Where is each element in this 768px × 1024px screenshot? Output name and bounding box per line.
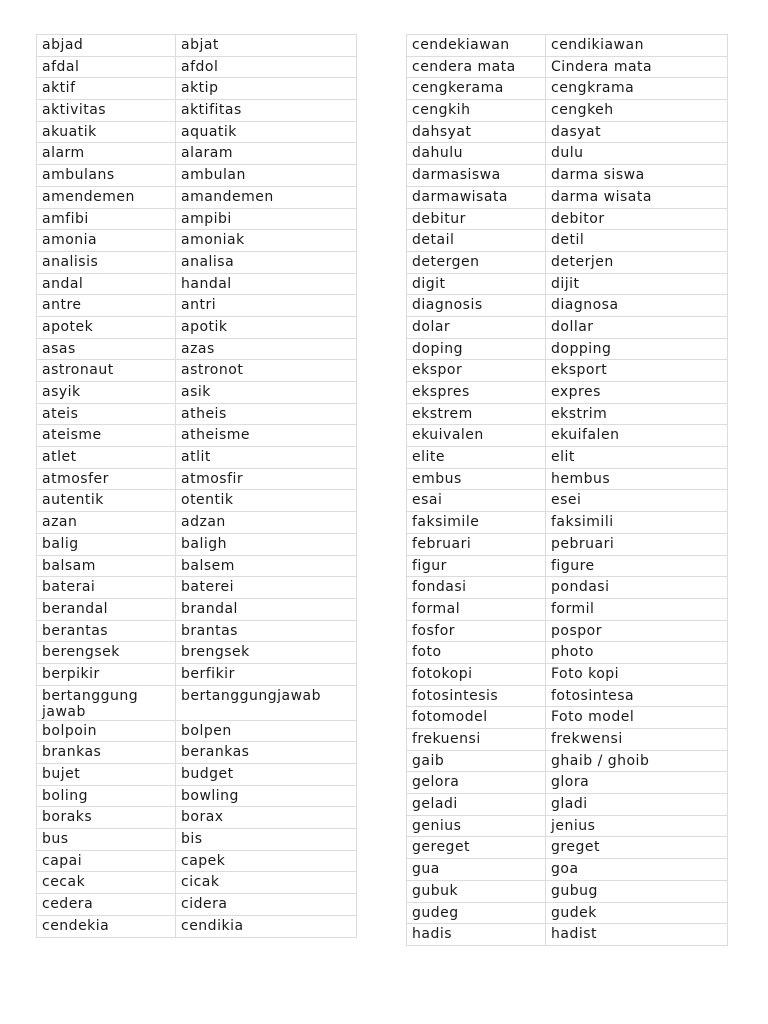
table-row xyxy=(37,208,357,230)
standard-word-cell: ambulans xyxy=(37,165,176,187)
table-row xyxy=(407,230,728,252)
standard-word-cell: cecak xyxy=(37,872,176,894)
table-row xyxy=(37,663,357,685)
nonstandard-word-cell: azas xyxy=(176,338,357,360)
nonstandard-word-cell: gudek xyxy=(546,902,728,924)
nonstandard-word-cell: brandal xyxy=(176,598,357,620)
standard-word-cell: antre xyxy=(37,295,176,317)
nonstandard-word-cell: glora xyxy=(546,772,728,794)
table-row xyxy=(37,316,357,338)
standard-word-cell: balsam xyxy=(37,555,176,577)
table-row xyxy=(37,720,357,742)
table-row xyxy=(37,338,357,360)
nonstandard-word-cell: asik xyxy=(176,382,357,404)
standard-word-cell: asyik xyxy=(37,382,176,404)
table-row xyxy=(407,208,728,230)
standard-word-cell: detail xyxy=(407,230,546,252)
nonstandard-word-cell: atmosfir xyxy=(176,468,357,490)
standard-word-cell: gelora xyxy=(407,772,546,794)
table-row xyxy=(407,468,728,490)
nonstandard-word-cell: brantas xyxy=(176,620,357,642)
standard-word-cell: boling xyxy=(37,785,176,807)
nonstandard-word-cell: eksport xyxy=(546,360,728,382)
nonstandard-word-cell: cicak xyxy=(176,872,357,894)
nonstandard-word-cell: atlit xyxy=(176,447,357,469)
standard-word-cell: formal xyxy=(407,598,546,620)
nonstandard-word-cell: ampibi xyxy=(176,208,357,230)
nonstandard-word-cell: detil xyxy=(546,230,728,252)
standard-word-cell: berantas xyxy=(37,620,176,642)
standard-word-cell: detergen xyxy=(407,251,546,273)
table-row xyxy=(37,785,357,807)
table-row xyxy=(407,143,728,165)
standard-word-cell: cengkerama xyxy=(407,78,546,100)
table-row xyxy=(37,598,357,620)
standard-word-cell: cengkih xyxy=(407,100,546,122)
nonstandard-word-cell: atheis xyxy=(176,403,357,425)
table-row xyxy=(407,902,728,924)
standard-word-cell: gereget xyxy=(407,837,546,859)
table-row xyxy=(37,403,357,425)
standard-word-cell: cendekia xyxy=(37,915,176,937)
standard-word-cell: ekspor xyxy=(407,360,546,382)
table-row xyxy=(407,729,728,751)
standard-word-cell: ekuivalen xyxy=(407,425,546,447)
left-word-table xyxy=(36,34,357,938)
nonstandard-word-cell: bis xyxy=(176,829,357,851)
nonstandard-word-cell: pospor xyxy=(546,620,728,642)
table-row xyxy=(407,598,728,620)
table-row xyxy=(37,872,357,894)
standard-word-cell: aktif xyxy=(37,78,176,100)
nonstandard-word-cell: otentik xyxy=(176,490,357,512)
table-row xyxy=(37,78,357,100)
standard-word-cell: darmawisata xyxy=(407,186,546,208)
standard-word-cell: akuatik xyxy=(37,121,176,143)
standard-word-cell: balig xyxy=(37,533,176,555)
table-row xyxy=(37,850,357,872)
table-row xyxy=(37,230,357,252)
nonstandard-word-cell: apotik xyxy=(176,316,357,338)
table-row xyxy=(407,316,728,338)
nonstandard-word-cell: bertanggungjawab xyxy=(176,685,357,720)
nonstandard-word-cell: ambulan xyxy=(176,165,357,187)
standard-word-cell: asas xyxy=(37,338,176,360)
nonstandard-word-cell: aktifitas xyxy=(176,100,357,122)
standard-word-cell: cedera xyxy=(37,894,176,916)
table-row xyxy=(407,533,728,555)
table-row xyxy=(407,707,728,729)
standard-word-cell: alarm xyxy=(37,143,176,165)
standard-word-cell: analisis xyxy=(37,251,176,273)
standard-word-cell: azan xyxy=(37,512,176,534)
table-row xyxy=(407,360,728,382)
nonstandard-word-cell: greget xyxy=(546,837,728,859)
nonstandard-word-cell: analisa xyxy=(176,251,357,273)
table-row xyxy=(37,165,357,187)
nonstandard-word-cell: budget xyxy=(176,764,357,786)
nonstandard-word-cell: elit xyxy=(546,447,728,469)
nonstandard-word-cell: hadist xyxy=(546,924,728,946)
table-row xyxy=(407,620,728,642)
table-row xyxy=(407,555,728,577)
standard-word-cell: genius xyxy=(407,815,546,837)
standard-word-cell: bolpoin xyxy=(37,720,176,742)
table-row xyxy=(407,425,728,447)
table-row xyxy=(407,78,728,100)
standard-word-cell: abjad xyxy=(37,35,176,57)
nonstandard-word-cell: ekuifalen xyxy=(546,425,728,447)
standard-word-cell: amendemen xyxy=(37,186,176,208)
nonstandard-word-cell: gladi xyxy=(546,794,728,816)
nonstandard-word-cell: berfikir xyxy=(176,663,357,685)
standard-word-cell: apotek xyxy=(37,316,176,338)
table-row xyxy=(407,100,728,122)
table-row xyxy=(407,382,728,404)
standard-word-cell: diagnosis xyxy=(407,295,546,317)
table-row xyxy=(407,880,728,902)
table-row xyxy=(407,447,728,469)
table-row xyxy=(407,512,728,534)
nonstandard-word-cell: esei xyxy=(546,490,728,512)
table-row xyxy=(407,837,728,859)
table-row xyxy=(37,555,357,577)
standard-word-cell: ekspres xyxy=(407,382,546,404)
nonstandard-word-cell: capek xyxy=(176,850,357,872)
table-row xyxy=(37,642,357,664)
standard-word-cell: boraks xyxy=(37,807,176,829)
standard-word-cell: gudeg xyxy=(407,902,546,924)
nonstandard-word-cell: jenius xyxy=(546,815,728,837)
standard-word-cell: bertanggung jawab xyxy=(37,685,176,720)
table-row xyxy=(407,794,728,816)
nonstandard-word-cell: fotosintesa xyxy=(546,685,728,707)
left-word-table-body xyxy=(37,35,357,938)
standard-word-cell: bus xyxy=(37,829,176,851)
table-row xyxy=(407,815,728,837)
nonstandard-word-cell: cendikiawan xyxy=(546,35,728,57)
nonstandard-word-cell: afdol xyxy=(176,56,357,78)
right-word-table xyxy=(406,34,728,946)
nonstandard-word-cell: deterjen xyxy=(546,251,728,273)
nonstandard-word-cell: dasyat xyxy=(546,121,728,143)
standard-word-cell: debitur xyxy=(407,208,546,230)
table-row xyxy=(37,447,357,469)
nonstandard-word-cell: amandemen xyxy=(176,186,357,208)
nonstandard-word-cell: diagnosa xyxy=(546,295,728,317)
standard-word-cell: embus xyxy=(407,468,546,490)
table-row xyxy=(407,121,728,143)
standard-word-cell: figur xyxy=(407,555,546,577)
table-row xyxy=(407,403,728,425)
table-row xyxy=(37,425,357,447)
standard-word-cell: cendera mata xyxy=(407,56,546,78)
nonstandard-word-cell: cengkrama xyxy=(546,78,728,100)
standard-word-cell: berengsek xyxy=(37,642,176,664)
nonstandard-word-cell: darma wisata xyxy=(546,186,728,208)
standard-word-cell: amfibi xyxy=(37,208,176,230)
table-row xyxy=(407,56,728,78)
nonstandard-word-cell: cengkeh xyxy=(546,100,728,122)
nonstandard-word-cell: antri xyxy=(176,295,357,317)
standard-word-cell: faksimile xyxy=(407,512,546,534)
nonstandard-word-cell: Foto kopi xyxy=(546,663,728,685)
standard-word-cell: ateisme xyxy=(37,425,176,447)
standard-word-cell: fotomodel xyxy=(407,707,546,729)
standard-word-cell: bujet xyxy=(37,764,176,786)
table-row xyxy=(407,251,728,273)
standard-word-cell: dolar xyxy=(407,316,546,338)
table-row xyxy=(407,772,728,794)
nonstandard-word-cell: berankas xyxy=(176,742,357,764)
standard-word-cell: dahsyat xyxy=(407,121,546,143)
standard-word-cell: gua xyxy=(407,859,546,881)
nonstandard-word-cell: baterei xyxy=(176,577,357,599)
standard-word-cell: ateis xyxy=(37,403,176,425)
standard-word-cell: foto xyxy=(407,642,546,664)
table-row xyxy=(407,186,728,208)
nonstandard-word-cell: cendikia xyxy=(176,915,357,937)
table-row xyxy=(37,100,357,122)
table-row xyxy=(407,750,728,772)
nonstandard-word-cell: debitor xyxy=(546,208,728,230)
table-row xyxy=(37,35,357,57)
nonstandard-word-cell: bolpen xyxy=(176,720,357,742)
standard-word-cell: baterai xyxy=(37,577,176,599)
nonstandard-word-cell: astronot xyxy=(176,360,357,382)
nonstandard-word-cell: faksimili xyxy=(546,512,728,534)
standard-word-cell: afdal xyxy=(37,56,176,78)
standard-word-cell: esai xyxy=(407,490,546,512)
nonstandard-word-cell: aktip xyxy=(176,78,357,100)
table-row xyxy=(37,742,357,764)
standard-word-cell: brankas xyxy=(37,742,176,764)
nonstandard-word-cell: goa xyxy=(546,859,728,881)
nonstandard-word-cell: borax xyxy=(176,807,357,829)
nonstandard-word-cell: balsem xyxy=(176,555,357,577)
standard-word-cell: fotokopi xyxy=(407,663,546,685)
standard-word-cell: autentik xyxy=(37,490,176,512)
table-row xyxy=(407,685,728,707)
table-row xyxy=(37,468,357,490)
table-row xyxy=(37,764,357,786)
nonstandard-word-cell: alaram xyxy=(176,143,357,165)
standard-word-cell: hadis xyxy=(407,924,546,946)
table-row xyxy=(407,35,728,57)
standard-word-cell: berpikir xyxy=(37,663,176,685)
table-row xyxy=(37,295,357,317)
table-row xyxy=(37,829,357,851)
table-row xyxy=(407,295,728,317)
standard-word-cell: astronaut xyxy=(37,360,176,382)
table-row xyxy=(37,273,357,295)
table-row xyxy=(37,894,357,916)
nonstandard-word-cell: cidera xyxy=(176,894,357,916)
table-row xyxy=(37,577,357,599)
table-row xyxy=(407,165,728,187)
table-row xyxy=(37,360,357,382)
table-row xyxy=(37,143,357,165)
nonstandard-word-cell: baligh xyxy=(176,533,357,555)
nonstandard-word-cell: pebruari xyxy=(546,533,728,555)
table-row xyxy=(407,338,728,360)
standard-word-cell: cendekiawan xyxy=(407,35,546,57)
nonstandard-word-cell: darma siswa xyxy=(546,165,728,187)
nonstandard-word-cell: ghaib / ghoib xyxy=(546,750,728,772)
table-row xyxy=(37,685,357,720)
nonstandard-word-cell: pondasi xyxy=(546,577,728,599)
standard-word-cell: berandal xyxy=(37,598,176,620)
standard-word-cell: februari xyxy=(407,533,546,555)
nonstandard-word-cell: frekwensi xyxy=(546,729,728,751)
standard-word-cell: fosfor xyxy=(407,620,546,642)
nonstandard-word-cell: Foto model xyxy=(546,707,728,729)
standard-word-cell: frekuensi xyxy=(407,729,546,751)
standard-word-cell: atmosfer xyxy=(37,468,176,490)
nonstandard-word-cell: ekstrim xyxy=(546,403,728,425)
standard-word-cell: darmasiswa xyxy=(407,165,546,187)
nonstandard-word-cell: handal xyxy=(176,273,357,295)
nonstandard-word-cell: brengsek xyxy=(176,642,357,664)
nonstandard-word-cell: dollar xyxy=(546,316,728,338)
standard-word-cell: capai xyxy=(37,850,176,872)
right-word-table-body xyxy=(407,35,728,946)
table-row xyxy=(37,512,357,534)
standard-word-cell: atlet xyxy=(37,447,176,469)
standard-word-cell: gubuk xyxy=(407,880,546,902)
table-row xyxy=(407,663,728,685)
table-row xyxy=(37,915,357,937)
nonstandard-word-cell: Cindera mata xyxy=(546,56,728,78)
standard-word-cell: gaib xyxy=(407,750,546,772)
nonstandard-word-cell: dijit xyxy=(546,273,728,295)
table-row xyxy=(37,533,357,555)
table-row xyxy=(37,382,357,404)
standard-word-cell: ekstrem xyxy=(407,403,546,425)
nonstandard-word-cell: expres xyxy=(546,382,728,404)
nonstandard-word-cell: adzan xyxy=(176,512,357,534)
nonstandard-word-cell: bowling xyxy=(176,785,357,807)
table-row xyxy=(37,490,357,512)
table-row xyxy=(37,186,357,208)
nonstandard-word-cell: figure xyxy=(546,555,728,577)
table-row xyxy=(407,273,728,295)
nonstandard-word-cell: formil xyxy=(546,598,728,620)
nonstandard-word-cell: gubug xyxy=(546,880,728,902)
nonstandard-word-cell: dulu xyxy=(546,143,728,165)
table-row xyxy=(407,577,728,599)
standard-word-cell: elite xyxy=(407,447,546,469)
table-row xyxy=(407,859,728,881)
table-row xyxy=(37,620,357,642)
standard-word-cell: dahulu xyxy=(407,143,546,165)
standard-word-cell: digit xyxy=(407,273,546,295)
standard-word-cell: amonia xyxy=(37,230,176,252)
table-row xyxy=(37,121,357,143)
nonstandard-word-cell: dopping xyxy=(546,338,728,360)
standard-word-cell: andal xyxy=(37,273,176,295)
nonstandard-word-cell: aquatik xyxy=(176,121,357,143)
standard-word-cell: aktivitas xyxy=(37,100,176,122)
standard-word-cell: fondasi xyxy=(407,577,546,599)
table-row xyxy=(407,642,728,664)
table-row xyxy=(37,56,357,78)
nonstandard-word-cell: photo xyxy=(546,642,728,664)
table-row xyxy=(37,251,357,273)
standard-word-cell: fotosintesis xyxy=(407,685,546,707)
table-row xyxy=(407,924,728,946)
nonstandard-word-cell: atheisme xyxy=(176,425,357,447)
table-row xyxy=(37,807,357,829)
table-row xyxy=(407,490,728,512)
nonstandard-word-cell: abjat xyxy=(176,35,357,57)
nonstandard-word-cell: hembus xyxy=(546,468,728,490)
standard-word-cell: doping xyxy=(407,338,546,360)
standard-word-cell: geladi xyxy=(407,794,546,816)
nonstandard-word-cell: amoniak xyxy=(176,230,357,252)
